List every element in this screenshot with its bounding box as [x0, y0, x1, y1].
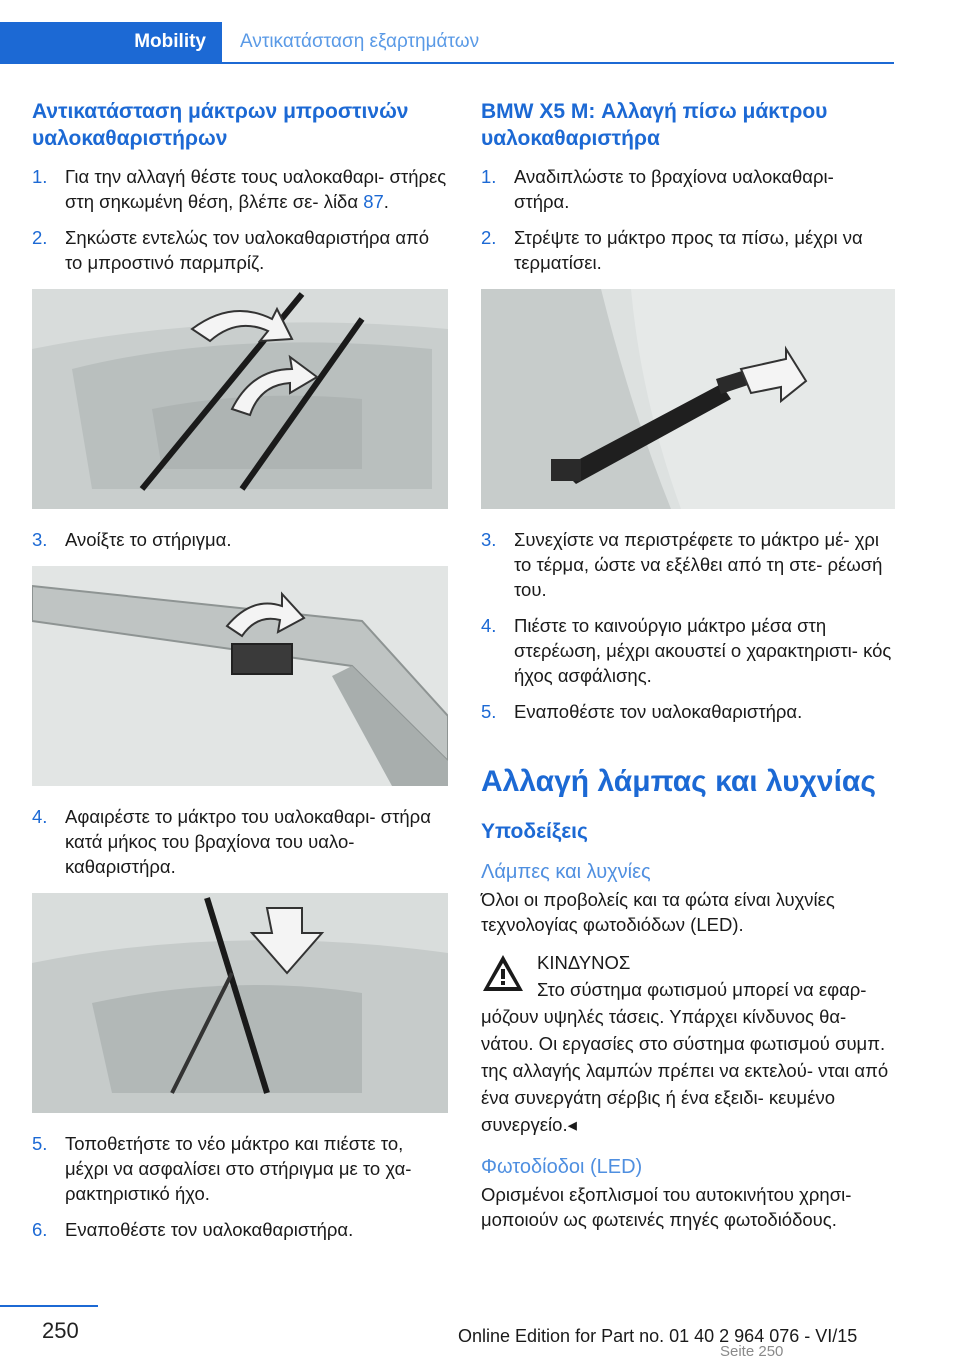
step-item — [481, 225, 894, 275]
edition-note: Online Edition for Part no. 01 40 2 964 076 - VI/15 — [458, 1326, 858, 1346]
step-item — [32, 1131, 448, 1206]
figure-wiper-blade-removal — [32, 893, 448, 1113]
step-number: 5. — [32, 1133, 48, 1154]
step-item — [32, 804, 448, 879]
step-text: Συνεχίστε να περιστρέφετε το μάκτρο μέ‐ χρι το τέρμα, ώστε να εξέλθει από τη στε‐ ρέωσή του. — [514, 529, 883, 600]
step-item — [32, 225, 448, 275]
step-text: Αναδιπλώστε το βραχίονα υαλοκαθαρι‐ στήρα. — [514, 166, 834, 212]
chapter-title-lamps: Αλλαγή λάμπας και λυχνίας — [481, 765, 876, 798]
heading-led: Φωτοδίοδοι (LED) — [481, 1156, 643, 1178]
warning-triangle-icon — [481, 953, 525, 993]
page-header — [0, 22, 894, 64]
tab-mobility[interactable] — [0, 22, 222, 62]
figure-rear-wiper — [481, 289, 895, 509]
step-number: 4. — [32, 806, 48, 827]
section-title-rear-wiper: BMW X5 M: Αλλαγή πίσω μάκτρου υαλοκαθαριστήρα — [481, 100, 828, 150]
page-number: 250 — [42, 1318, 79, 1343]
step-item — [481, 699, 894, 724]
step-text: Ανοίξτε το στήριγμα. — [65, 529, 232, 550]
footer-rule — [0, 1305, 98, 1307]
step-number: 3. — [481, 529, 497, 550]
tab-section[interactable]: Αντικατάσταση εξαρτημάτων — [240, 31, 480, 52]
step-text: Αφαιρέστε το μάκτρο του υαλοκαθαρι‐ στήρα κατά μήκος του βραχίονα του υαλο‐ καθαριστήρα. — [65, 806, 431, 877]
step-text: Για την αλλαγή θέστε τους υαλοκαθαρι‐ στήρες στη σηκωμένη θέση, βλέπε σε‐ λίδα — [65, 166, 447, 212]
danger-text-rest: μόζουν υψηλές τάσεις. Υπάρχει κίνδυνος θα‐ νάτου. Οι εργασίες στο σύστημα φωτισμού συμπ. της αλλαγής λαμπών πρέπει να εκτελού‐ νται από ένα συνεργάτη σέρβις ή ένα εξειδι‐ κευμένο συνεργείο.◂ — [481, 1006, 889, 1135]
page-link[interactable]: 87 — [363, 191, 384, 212]
step-item — [32, 527, 448, 552]
led-text: Ορισμένοι εξοπλισμοί του αυτοκινήτου χρησι‐ μοποιούν ως φωτεινές πηγές φωτοδιόδους. — [481, 1184, 852, 1230]
left-column — [32, 98, 448, 1253]
step-item — [481, 164, 894, 214]
step-text: Εναποθέστε τον υαλοκαθαριστήρα. — [65, 1219, 354, 1240]
lamps-text: Όλοι οι προβολείς και τα φώτα είναι λυχνίες τεχνολογίας φωτοδιόδων (LED). — [481, 889, 835, 935]
step-text: Εναποθέστε τον υαλοκαθαριστήρα. — [514, 701, 803, 722]
tab-mobility-label: Mobility — [134, 31, 206, 52]
danger-label: ΚΙΝΔΥΝΟΣ — [537, 952, 631, 973]
step-item — [481, 527, 894, 602]
step-number: 3. — [32, 529, 48, 550]
danger-text-first: Στο σύστημα φωτισμού μπορεί να εφαρ‐ — [537, 979, 867, 1000]
figure-windshield-wipers-raised — [32, 289, 448, 509]
step-text: Τοποθετήστε το νέο μάκτρο και πιέστε το, μέχρι να ασφαλίσει στο στήριγμα με το χα‐ ρακτηριστικό ήχο. — [65, 1133, 412, 1204]
step-number: 2. — [481, 227, 497, 248]
step-text: Πιέστε το καινούργιο μάκτρο μέσα στη στερέωση, μέχρι ακουστεί ο χαρακτηριστι‐ κός ήχος ασφάλισης. — [514, 615, 892, 686]
step-item — [481, 613, 894, 688]
step-suffix: . — [383, 191, 389, 212]
danger-notice — [481, 949, 894, 1138]
step-number: 6. — [32, 1219, 48, 1240]
step-number: 1. — [32, 166, 48, 187]
watermark: Seite 250 — [720, 1343, 784, 1360]
step-item — [32, 164, 448, 214]
step-text: Στρέψτε το μάκτρο προς τα πίσω, μέχρι να τερματίσει. — [514, 227, 863, 273]
heading-lamps: Λάμπες και λυχνίες — [481, 861, 651, 883]
step-item — [32, 1217, 448, 1242]
section-title-front-wipers: Αντικατάσταση μάκτρων μπροστινών υαλοκαθαριστήρων — [32, 100, 409, 150]
figure-wiper-holder-open — [32, 566, 448, 786]
step-number: 1. — [481, 166, 497, 187]
step-text: Σηκώστε εντελώς τον υαλοκαθαριστήρα από το μπροστινό παρμπρίζ. — [65, 227, 430, 273]
step-number: 2. — [32, 227, 48, 248]
right-column — [481, 98, 894, 1244]
step-number: 4. — [481, 615, 497, 636]
step-number: 5. — [481, 701, 497, 722]
subsection-title-notes: Υποδείξεις — [481, 820, 588, 843]
